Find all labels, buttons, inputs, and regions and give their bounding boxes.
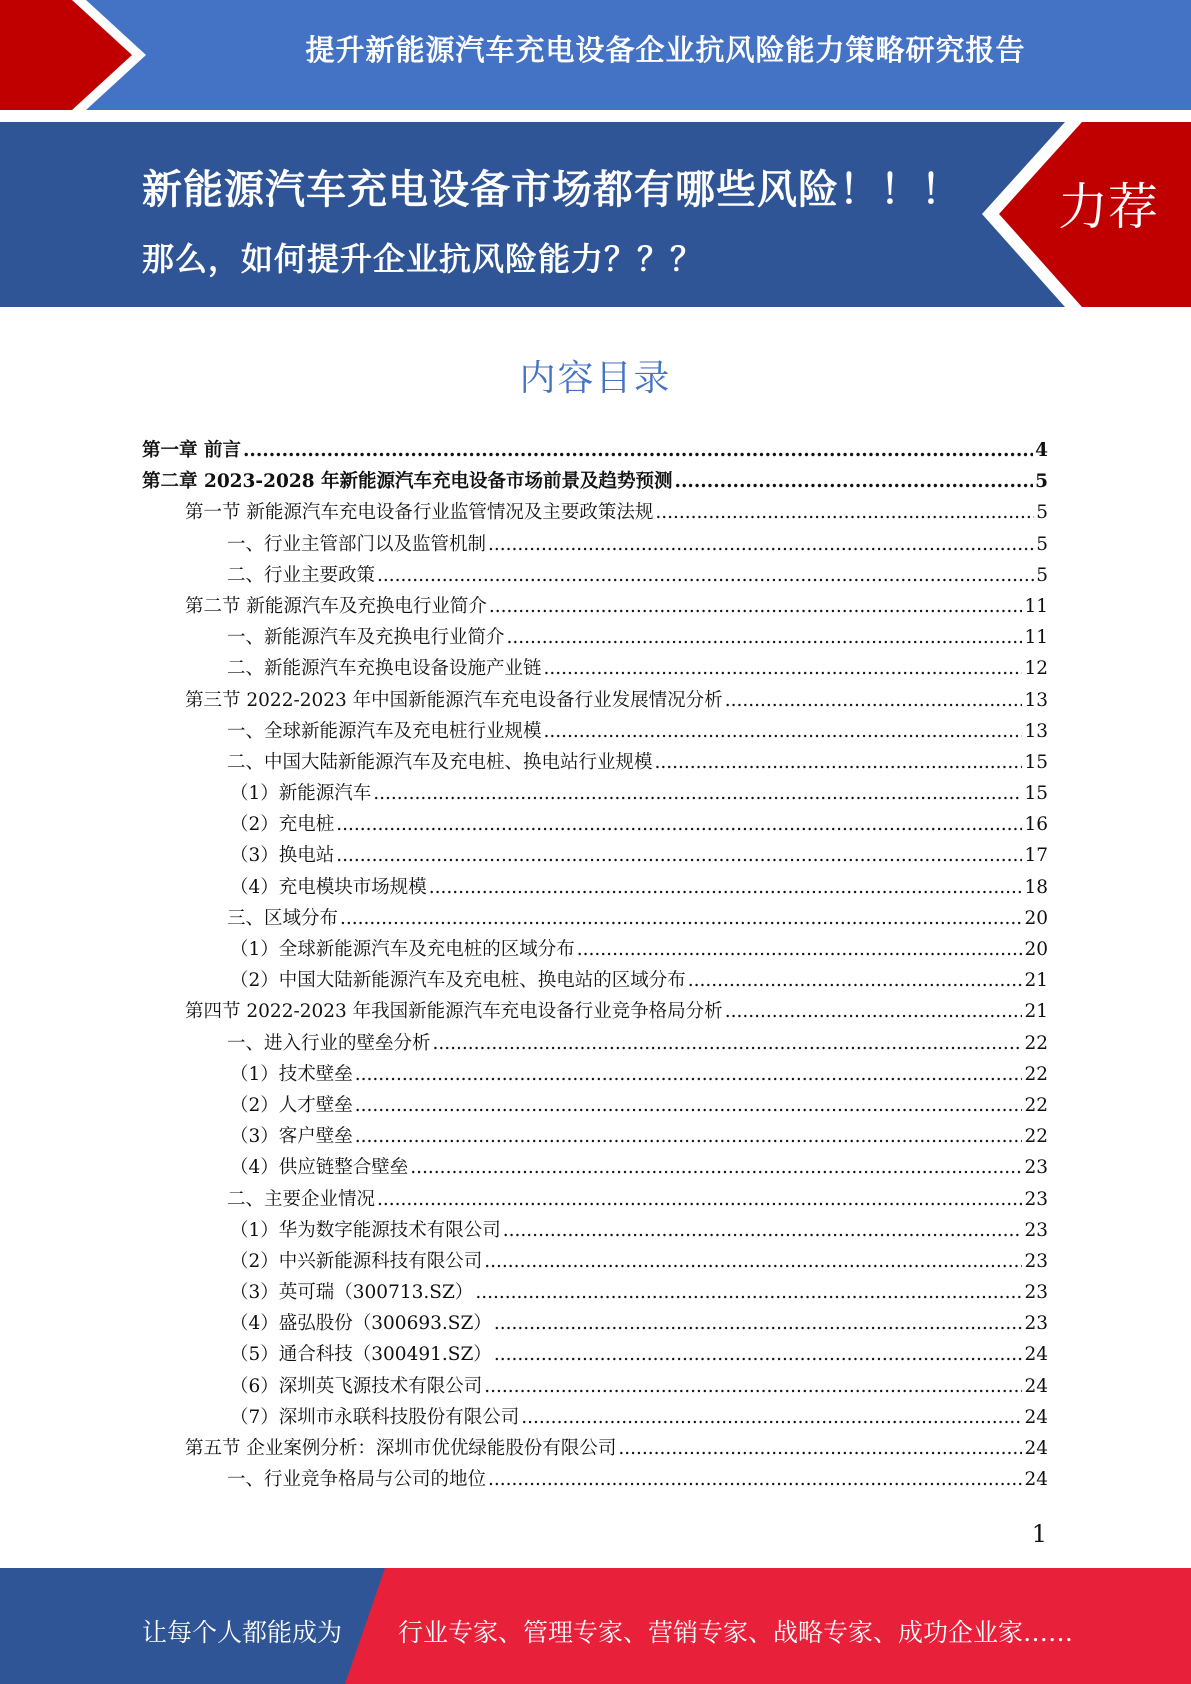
toc-leader xyxy=(507,627,1023,648)
toc-entry[interactable] xyxy=(142,467,1048,498)
toc-leader xyxy=(494,1344,1023,1365)
toc-entry[interactable] xyxy=(142,1403,1048,1434)
toc-entry-label: 二、行业主要政策 xyxy=(227,564,376,586)
toc-entry[interactable] xyxy=(142,654,1048,685)
toc-entry-page: 4 xyxy=(1035,440,1048,461)
toc-leader xyxy=(410,1157,1022,1178)
toc-entry-label: （4）充电模块市场规模 xyxy=(230,876,427,898)
toc-entry[interactable] xyxy=(142,498,1048,529)
toc-entry-label: （1）技术壁垒 xyxy=(230,1063,353,1085)
toc-entry-page: 21 xyxy=(1024,1001,1048,1023)
toc-entry-label: （3）客户壁垒 xyxy=(230,1126,353,1148)
toc-entry-page: 12 xyxy=(1024,658,1048,680)
toc-entry-label: 第三节 2022-2023 年中国新能源汽车充电设备行业发展情况分析 xyxy=(185,689,723,711)
toc-entry-page: 5 xyxy=(1036,502,1048,524)
toc-entry-page: 5 xyxy=(1036,533,1048,555)
toc-title: 内容目录 xyxy=(519,358,672,399)
toc-entry-label: 第一章 前言 xyxy=(142,440,241,461)
toc-leader xyxy=(489,596,1023,617)
toc-entry-label: （2）中兴新能源科技有限公司 xyxy=(230,1250,483,1272)
toc-entry-page: 23 xyxy=(1024,1250,1048,1272)
toc-entry-page: 22 xyxy=(1024,1032,1048,1054)
toc-entry[interactable] xyxy=(142,873,1048,904)
toc-entry-page: 24 xyxy=(1024,1438,1048,1459)
toc-entry-page: 11 xyxy=(1024,595,1048,617)
toc-leader xyxy=(494,1313,1023,1334)
toc-entry-label: 三、区域分布 xyxy=(227,907,339,929)
hero-headline: 新能源汽车充电设备市场都有哪些风险！！！ xyxy=(142,167,962,213)
toc-leader xyxy=(725,1001,1023,1022)
toc-entry-label: 一、行业主管部门以及监管机制 xyxy=(227,533,487,555)
toc-entry-label: 第五节 企业案例分析：深圳市优优绿能股份有限公司 xyxy=(185,1438,617,1459)
footer-banner xyxy=(0,1568,1191,1684)
toc-entry[interactable] xyxy=(142,1465,1048,1496)
toc-entry[interactable] xyxy=(142,1434,1048,1465)
toc-entry-label: 二、新能源汽车充换电设备设施产业链 xyxy=(227,658,542,680)
toc-entry-label: （3）英可瑞（300713.SZ） xyxy=(230,1282,474,1304)
toc-entry-label: （1）华为数字能源技术有限公司 xyxy=(230,1219,501,1241)
toc-entry-label: 第二章 2023-2028 年新能源汽车充电设备市场前景及趋势预测 xyxy=(142,471,673,493)
toc-leader xyxy=(688,970,1023,991)
toc-entry-label: 二、主要企业情况 xyxy=(227,1188,376,1210)
toc-entry-label: 第四节 2022-2023 年我国新能源汽车充电设备行业竞争格局分析 xyxy=(185,1001,723,1023)
toc-entry-page: 16 xyxy=(1024,814,1048,836)
toc-entry-label: 二、中国大陆新能源汽车及充电桩、换电站行业规模 xyxy=(227,751,653,773)
toc-entry-page: 24 xyxy=(1024,1375,1048,1397)
toc-entry[interactable] xyxy=(142,1216,1048,1247)
toc-leader xyxy=(243,440,1033,461)
toc-entry-label: （2）人才壁垒 xyxy=(230,1094,353,1116)
toc-entry[interactable] xyxy=(142,1278,1048,1309)
report-title: 提升新能源汽车充电设备企业抗风险能力策略研究报告 xyxy=(305,33,1026,67)
table-of-contents xyxy=(142,436,1048,1496)
toc-entry[interactable] xyxy=(142,1091,1048,1122)
toc-entry-page: 18 xyxy=(1024,876,1048,898)
toc-leader xyxy=(675,471,1034,492)
toc-leader xyxy=(725,690,1023,711)
toc-entry-page: 11 xyxy=(1024,627,1048,649)
page-number: 1 xyxy=(1031,1520,1047,1548)
toc-entry-page: 24 xyxy=(1024,1469,1048,1491)
toc-entry-page: 24 xyxy=(1024,1344,1048,1366)
toc-leader xyxy=(340,908,1022,929)
red-arrow-decoration xyxy=(0,0,160,110)
toc-entry-page: 21 xyxy=(1024,970,1048,992)
toc-entry[interactable] xyxy=(142,810,1048,841)
toc-entry[interactable] xyxy=(142,1153,1048,1184)
toc-entry-label: （5）通合科技（300491.SZ） xyxy=(230,1344,492,1366)
toc-leader xyxy=(355,1064,1023,1085)
toc-leader xyxy=(503,1220,1023,1241)
toc-entry-label: 第二节 新能源汽车及充换电行业简介 xyxy=(185,595,487,617)
toc-entry-page: 23 xyxy=(1024,1188,1048,1210)
toc-entry[interactable] xyxy=(142,561,1048,592)
toc-entry-page: 23 xyxy=(1024,1313,1048,1335)
toc-entry-label: 一、全球新能源汽车及充电桩行业规模 xyxy=(227,720,542,742)
toc-entry[interactable] xyxy=(142,779,1048,810)
report-header-bar xyxy=(0,0,1191,110)
toc-leader xyxy=(655,502,1034,523)
toc-entry[interactable] xyxy=(142,623,1048,654)
toc-leader xyxy=(521,1407,1022,1428)
toc-leader xyxy=(544,658,1023,679)
toc-entry-page: 22 xyxy=(1024,1094,1048,1116)
toc-entry[interactable] xyxy=(142,997,1048,1028)
toc-entry[interactable] xyxy=(142,1247,1048,1278)
toc-entry-page: 15 xyxy=(1024,783,1048,805)
toc-leader xyxy=(373,783,1022,804)
toc-entry-page: 20 xyxy=(1024,939,1048,960)
toc-entry-label: （1）全球新能源汽车及充电桩的区域分布 xyxy=(230,939,575,960)
recommend-badge: 力荐 xyxy=(1058,178,1158,236)
toc-leader xyxy=(655,752,1023,773)
toc-leader xyxy=(618,1438,1022,1459)
toc-leader xyxy=(484,1376,1022,1397)
toc-entry-label: 第一节 新能源汽车充电设备行业监管情况及主要政策法规 xyxy=(185,502,654,524)
toc-leader xyxy=(433,1033,1023,1054)
toc-entry-label: （4）供应链整合壁垒 xyxy=(230,1157,409,1179)
toc-leader xyxy=(577,939,1023,960)
toc-entry[interactable] xyxy=(142,1122,1048,1153)
toc-entry[interactable] xyxy=(142,841,1048,872)
toc-leader xyxy=(488,534,1034,555)
toc-entry[interactable] xyxy=(142,966,1048,997)
toc-entry-label: （6）深圳英飞源技术有限公司 xyxy=(230,1375,483,1397)
toc-entry[interactable] xyxy=(142,1185,1048,1216)
toc-entry-label: （1）新能源汽车 xyxy=(230,783,372,805)
toc-entry-page: 5 xyxy=(1036,564,1048,586)
toc-entry-page: 13 xyxy=(1024,689,1048,711)
toc-entry-label: （7）深圳市永联科技股份有限公司 xyxy=(230,1406,520,1428)
toc-entry[interactable] xyxy=(142,436,1048,467)
toc-entry[interactable] xyxy=(142,1340,1048,1371)
toc-entry-page: 23 xyxy=(1024,1219,1048,1241)
toc-entry-label: （3）换电站 xyxy=(230,845,335,867)
toc-entry-page: 22 xyxy=(1024,1126,1048,1148)
footer-slogan-left: 让每个人都能成为 xyxy=(142,1618,343,1647)
toc-entry-label: 一、进入行业的壁垒分析 xyxy=(227,1032,431,1054)
toc-entry[interactable] xyxy=(142,748,1048,779)
hero-banner xyxy=(0,122,1191,307)
toc-entry-page: 15 xyxy=(1024,751,1048,773)
toc-leader xyxy=(336,814,1022,835)
toc-entry[interactable] xyxy=(142,904,1048,935)
toc-entry[interactable] xyxy=(142,935,1048,966)
footer-slogan-right: 行业专家、管理专家、营销专家、战略专家、成功企业家…… xyxy=(398,1618,1074,1647)
toc-entry-page: 22 xyxy=(1024,1063,1048,1085)
toc-leader xyxy=(377,1189,1022,1210)
toc-leader xyxy=(336,845,1022,866)
toc-entry[interactable] xyxy=(142,530,1048,561)
toc-entry-page: 17 xyxy=(1024,845,1048,867)
toc-entry[interactable] xyxy=(142,1060,1048,1091)
toc-entry[interactable] xyxy=(142,1309,1048,1340)
toc-entry[interactable] xyxy=(142,1372,1048,1403)
toc-entry[interactable] xyxy=(142,686,1048,717)
toc-leader xyxy=(484,1251,1022,1272)
toc-entry-page: 24 xyxy=(1024,1406,1048,1428)
toc-leader xyxy=(488,1469,1022,1490)
toc-entry[interactable] xyxy=(142,592,1048,623)
toc-entry-label: 一、行业竞争格局与公司的地位 xyxy=(227,1469,487,1491)
toc-entry-page: 20 xyxy=(1024,907,1048,929)
toc-entry-page: 5 xyxy=(1035,471,1048,493)
toc-entry-page: 23 xyxy=(1024,1282,1048,1304)
toc-entry-label: 一、新能源汽车及充换电行业简介 xyxy=(227,627,505,649)
toc-leader xyxy=(429,877,1023,898)
toc-leader xyxy=(475,1282,1022,1303)
toc-leader xyxy=(355,1095,1023,1116)
toc-entry-label: （2）中国大陆新能源汽车及充电桩、换电站的区域分布 xyxy=(230,970,686,992)
toc-entry[interactable] xyxy=(142,717,1048,748)
toc-entry-label: （2）充电桩 xyxy=(230,814,335,836)
toc-entry-label: （4）盛弘股份（300693.SZ） xyxy=(230,1313,492,1335)
toc-entry[interactable] xyxy=(142,1029,1048,1060)
toc-leader xyxy=(355,1126,1023,1147)
toc-entry-page: 13 xyxy=(1024,720,1048,742)
toc-leader xyxy=(377,565,1034,586)
toc-entry-page: 23 xyxy=(1024,1157,1048,1179)
hero-subheadline: 那么，如何提升企业抗风险能力？？？ xyxy=(142,240,704,278)
toc-leader xyxy=(544,721,1023,742)
